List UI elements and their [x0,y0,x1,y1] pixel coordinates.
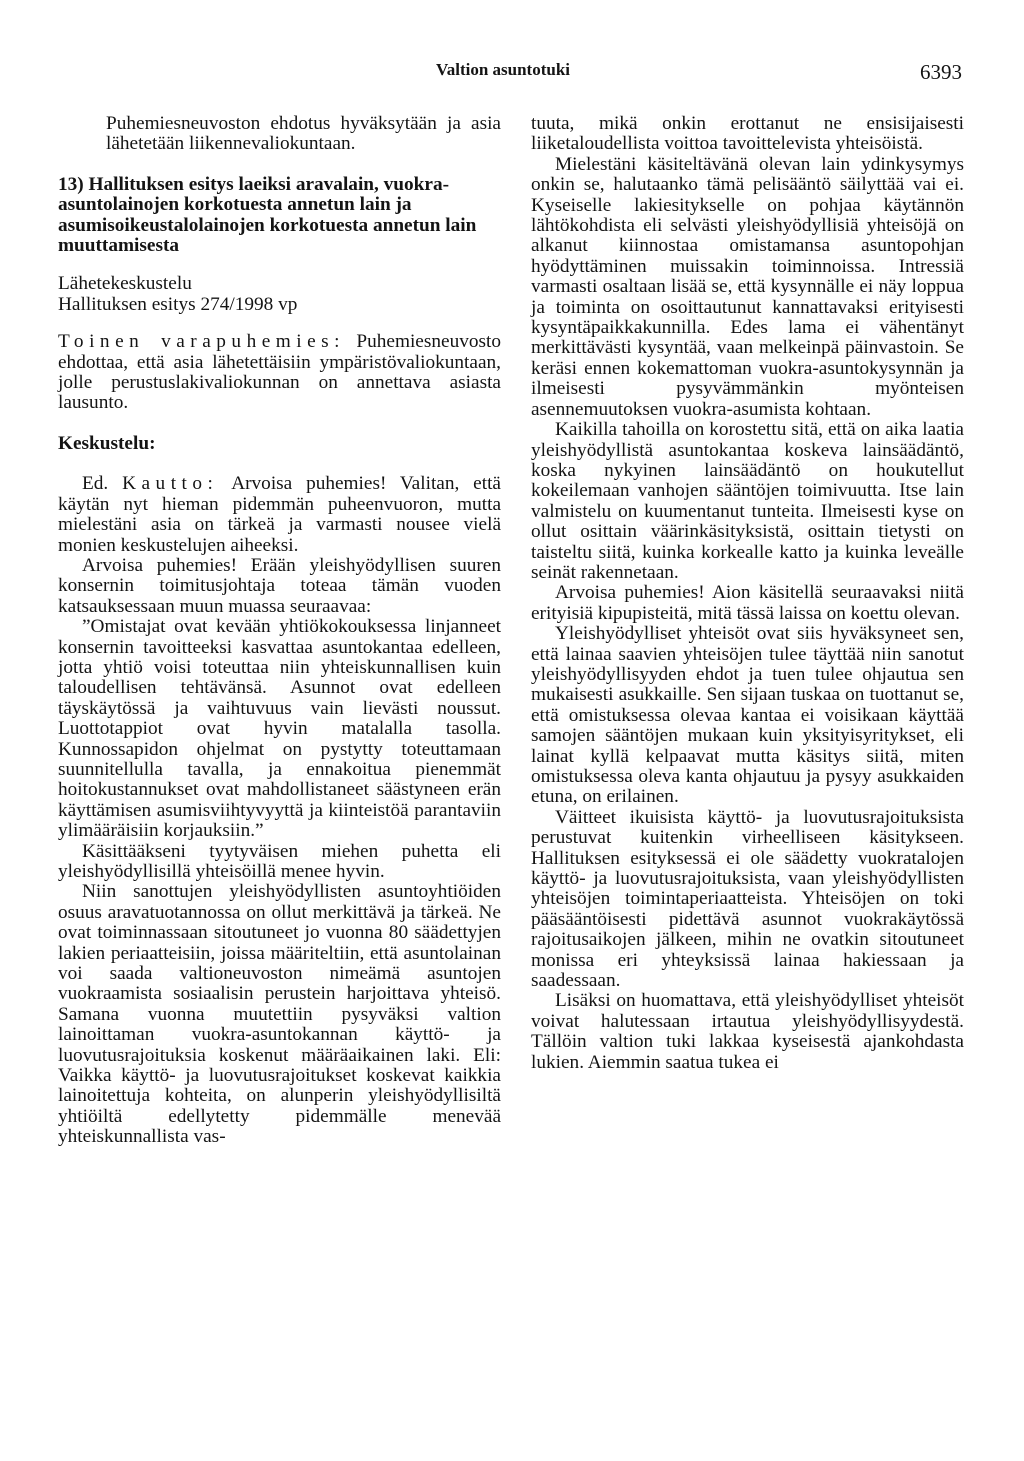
paragraph: Puhemiesneuvoston ehdotus hyväksytään ja asia lähetetään liikennevaliokuntaan. [106,113,501,155]
speaker-name: Kautto: [122,473,219,495]
paragraph: Kaikilla tahoilla on korostettu sitä, että on aika laatia yleishyödyllistä asuntokantaa koskeva lainsäädäntö, koska nykyinen lainsäädäntö on houkutellut kokeilemaan vanhojen sääntöjen toimivuutta. Itse lain valmistelu on kuumentanut tunteita. Ilmeisesti kyse on ollut osittain väärinkäsityksistä, osittain tietysti on taisteltu siitä, kuinka korkealle katto ja kuinka leveälle seinät rakennetaan. [531,419,964,583]
paragraph: Väitteet ikuisista käyttö- ja luovutusrajoituksista perustuvat kuitenkin virheelliseen käsitykseen. Hallituksen esityksessä ei ole säädetty vuokratalojen käyttö- ja luovutusrajoituksista, vaan yleishyödyllisten yhteisöjen toimintaperiaatteista. Yhteisöjen on toki pääsääntöisesti pidettävä asunnot vuokrakäytössä rajoitusaikojen jälkeen, mihin ne ovatkin sitoutuneet monissa eri yhteyksissä lainaa hakiessaan ja saadessaan. [531,806,964,992]
paragraph: Yleishyödylliset yhteisöt ovat siis hyväksyneet sen, että lainaa saavien yhteisöjen tulee täyttää niin sanotut yleishyödyllisyyden ehdot ja tuen tulee ohjautua sen mukaisesti asukkaille. Sen sijaan tuskaa on tuottanut se, että omistuksessa olevaa kantaa ei voisikaan käyttää samojen sääntöjen mukaan kuin yksityisyritykset, eli lainat kyllä kelpaavat mutta käsitys siitä, miten omistuksessa oleva kanta ohjautuu ja pysyy asukkaiden etuna, on erilainen. [531,623,964,808]
paragraph: Niin sanottujen yleishyödyllisten asuntoyhtiöiden osuus aravatuotannossa on ollut merkittävä ja tärkeä. Ne ovat toiminnassaan sitoutuneet jo vuonna 80 säädettyjen lakien periaatteisiin, joissa määriteltiin, että asuntolainan voi saada valtioneuvoston nimeämä asuntojen vuokraamista sosiaalisin perustein harjoittava yhteisö. Samana vuonna muutettiin pysyväksi valtion lainoittaman vuokra-asuntokannan käyttö- ja luovutusrajoituksia koskenut määräaikainen laki. Eli: Vaikka käyttö- ja luovutusrajoitukset koskevat kaikkia lainoitettuja kohteita, on alunperin yleishyödyllisiltä yhtiöiltä edellytetty pidemmälle menevää yhteiskunnallista vas- [58,881,501,1148]
speech-text: Arvoisa puhemies! Valitan, että käytän nyt hieman pidemmän puheenvuoron, mutta mielestäni asia on tärkeä ja varmasti nousee vielä monien keskustelujen aiheeksi. [58,473,501,556]
meta-line: Hallituksen esitys 274/1998 vp [58,293,298,315]
paragraph: Lisäksi on huomattava, että yleishyödylliset yhteisöt voivat halutessaan irtautua yleishyödyllisyydestä. Tällöin valtion tuki lakkaa kyseisestä ajankohdasta lukien. Aiemmin saatua tukea ei [531,990,964,1073]
speaker-name: Toinen varapuhemies: [58,331,346,353]
paragraph: Mielestäni käsiteltävänä olevan lain ydinkysymys onkin se, halutaanko tämä pelisääntö säilyttää vai ei. Kyseiselle lakiesitykselle on pohjaa käytännön lähtökohdista eli selvästi yleishyödyllisiä yhteisöjä on alkanut kiinnostaa omistamansa asuntopohjan hyödyttäminen muissakin toiminnoissa. Intressiä varmasti osaltaan lisää se, että kysynnälle ei näy loppua ja toiminta on osoittautunut kannattavaksi erityisesti kysyntäpaikkakunnilla. Edes lama ei vähentänyt merkittävästi kysyntää, vaan melkeinpä päinvastoin. Se keräsi ennen kokemattoman vuokra-asuntokysynnän ja ilmeisesti pysyvämmänkin myönteisen asennemuutoksen vuokra-asumista kohtaan. [531,153,964,420]
meta-line: Lähetekeskustelu [58,273,192,295]
running-title: Valtion asuntotuki [436,60,571,79]
item-metadata [58,274,501,315]
speaker-prefix: Ed. [82,473,123,495]
speaker-paragraph [58,332,501,414]
speech-text: Puhemiesneuvosto ehdottaa, että asia lähetettäisiin ympäristövaliokuntaan, jolle perustuslakivaliokunnan on annettava asiasta lausunto. [58,331,501,414]
quotation: ”Omistajat ovat kevään yhtiökokouksessa linjanneet konsernin tavoitteeksi kasvattaa asuntokantaa edelleen, jotta yhtiö voisi toteuttaa niin yhteiskunnallisen kuin taloudellisen tehtävänsä. Asunnot ovat edelleen täyskäytössä ja vaihtuvuus vain lievästi noussut. Luottotappiot ovat hyvin matalalla tasolla. Kunnossapidon ohjelmat on pystytty toteuttamaan suunnitellulla tavalla, ja ennakoitua pienemmät hoitokustannukset ovat mahdollistaneet säästyneen erän käyttämisen asumisviihtyvyyttä ja kiinteistöä parantaviin ylimääräisiin korjauksiin.” [58,616,501,842]
left-column [58,114,501,1148]
agenda-item-heading: 13) Hallituksen esitys laeiksi aravalain, vuokra-asuntolainojen korkotuesta annetun lain ja asumisoikeustalolainojen korkotuesta annetun lain muuttamisesta [58,173,477,257]
speaker-paragraph [58,474,501,556]
discussion-heading: Keskustelu: [58,432,156,454]
paragraph: Arvoisa puhemies! Aion käsitellä seuraavaksi niitä erityisiä kipupisteitä, mitä tässä laissa on koettu olevan. [531,582,964,624]
page-number: 6393 [920,60,962,84]
paragraph: Arvoisa puhemies! Erään yleishyödyllisen suuren konsernin toimitusjohtaja toteaa tämän vuoden katsauksessaan muun muassa seuraavaa: [58,554,501,617]
right-column [531,114,964,1073]
paragraph: tuuta, mikä onkin erottanut ne ensisijaisesti liiketaloudellista voittoa tavoittelevista yhteisöistä. [531,113,964,155]
paragraph: Käsittääkseni tyytyväisen miehen puhetta eli yleishyödyllisillä yhteisöillä menee hyvin. [58,840,501,882]
